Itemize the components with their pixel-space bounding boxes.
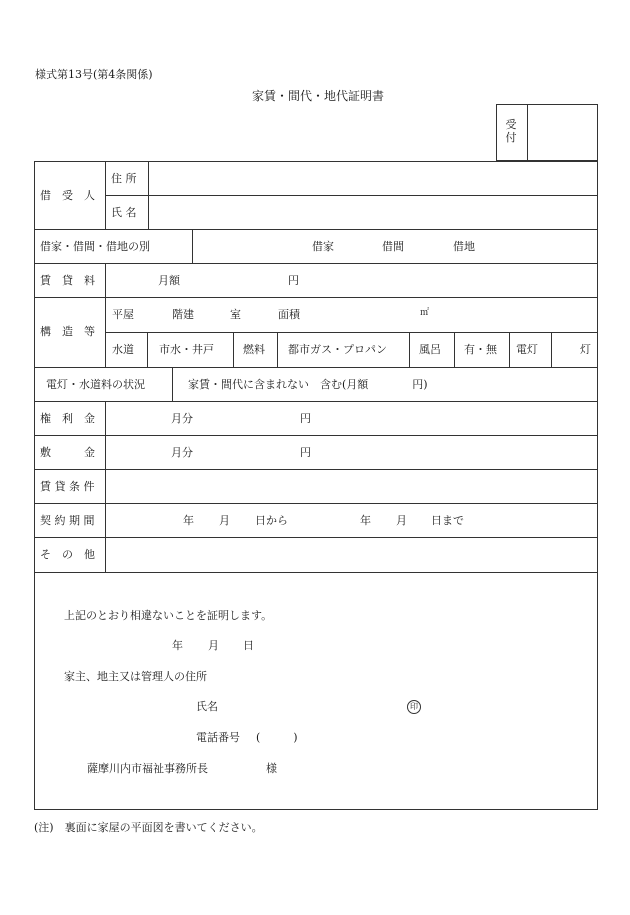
key-money-yen: 円 [300,412,311,425]
period-label: 契 約 期 間 [40,514,95,527]
deposit-yen: 円 [300,446,311,459]
structure-area: 面積 [278,308,300,321]
receipt-divider [527,104,528,161]
landlord-name-label: 氏名 [196,700,218,713]
type-option-house: 借家 [312,240,334,253]
vline-utility [172,367,173,401]
line-5 [34,401,598,402]
line-3 [34,297,598,298]
landlord-address-label: 家主、地主又は管理人の住所 [64,670,207,683]
structure-light: 電灯 [516,343,538,356]
vline-s3 [277,332,278,367]
vline-s6 [509,332,510,367]
vline-s7 [551,332,552,367]
structure-flat: 平屋 [112,308,134,321]
deposit-months: 月分 [171,446,193,459]
period-to-year: 年 [360,514,371,527]
vline-s2 [233,332,234,367]
rent-monthly: 月額 [158,274,180,287]
document-title: 家賃・間代・地代証明書 [252,89,385,103]
vline-label-col [105,161,106,229]
addressee-honorific: 様 [266,762,277,775]
conditions-label: 賃 貸 条 件 [40,480,95,493]
vline-s1 [147,332,148,367]
borrower-address-label: 住 所 [111,172,137,185]
form-frame [34,161,598,810]
rent-label: 賃 貸 料 [40,274,95,287]
line-borrower-mid [105,195,598,196]
structure-light-unit: 灯 [580,343,591,356]
addressee: 薩摩川内市福祉事務所長 [87,762,208,775]
structure-area-unit: ㎡ [420,308,430,318]
type-option-land: 借地 [453,240,475,253]
line-2 [34,263,598,264]
receipt-label: 受付 [505,118,517,144]
structure-fuel: 燃料 [243,343,265,356]
seal-mark: 印 [407,700,421,714]
deposit-label: 敷 金 [40,446,95,459]
vline-s4 [409,332,410,367]
certification-month: 月 [208,639,219,652]
structure-bath-options: 有・無 [464,343,497,356]
line-1 [34,229,598,230]
vline-structure [105,297,106,367]
utility-value: 家賃・間代に含まれない 含む(月額 円) [188,378,428,391]
structure-floors: 階建 [172,308,194,321]
borrower-label: 借 受 人 [40,189,95,202]
line-8 [34,503,598,504]
line-7 [34,469,598,470]
certification-year: 年 [172,639,183,652]
form-number: 様式第13号(第4条関係) [35,68,153,81]
period-from-month: 月 [219,514,230,527]
line-10 [34,572,598,573]
structure-rooms: 室 [230,308,241,321]
rent-yen: 円 [288,274,299,287]
utility-label: 電灯・水道料の状況 [46,378,145,391]
phone-label: 電話番号 [196,731,240,744]
structure-bath: 風呂 [419,343,441,356]
structure-fuel-options: 都市ガス・プロパン [288,343,387,356]
structure-water: 水道 [112,343,134,356]
key-money-months: 月分 [171,412,193,425]
structure-water-options: 市水・井戸 [159,343,214,356]
key-money-label: 権 利 金 [40,412,95,425]
certification-day: 日 [243,639,254,652]
structure-label: 構 造 等 [40,325,95,338]
vline-type [192,229,193,263]
vline-rent [105,263,106,297]
footer-note: (注) 裏面に家屋の平面図を書いてください。 [34,821,263,834]
borrower-name-label: 氏 名 [111,206,137,219]
line-9 [34,537,598,538]
line-structure-mid [105,332,598,333]
type-option-room: 借間 [382,240,404,253]
other-label: そ の 他 [40,548,95,561]
period-from-year: 年 [183,514,194,527]
type-label: 借家・借間・借地の別 [40,240,150,253]
vline-s5 [454,332,455,367]
certification-statement: 上記のとおり相違ないことを証明します。 [64,609,273,622]
vline-addr-sub [148,161,149,229]
period-from-day: 日から [255,514,288,527]
vline-lower [105,401,106,572]
phone-parentheses: ( ) [256,731,298,744]
period-to-day: 日まで [431,514,464,527]
period-to-month: 月 [396,514,407,527]
line-6 [34,435,598,436]
line-4 [34,367,598,368]
